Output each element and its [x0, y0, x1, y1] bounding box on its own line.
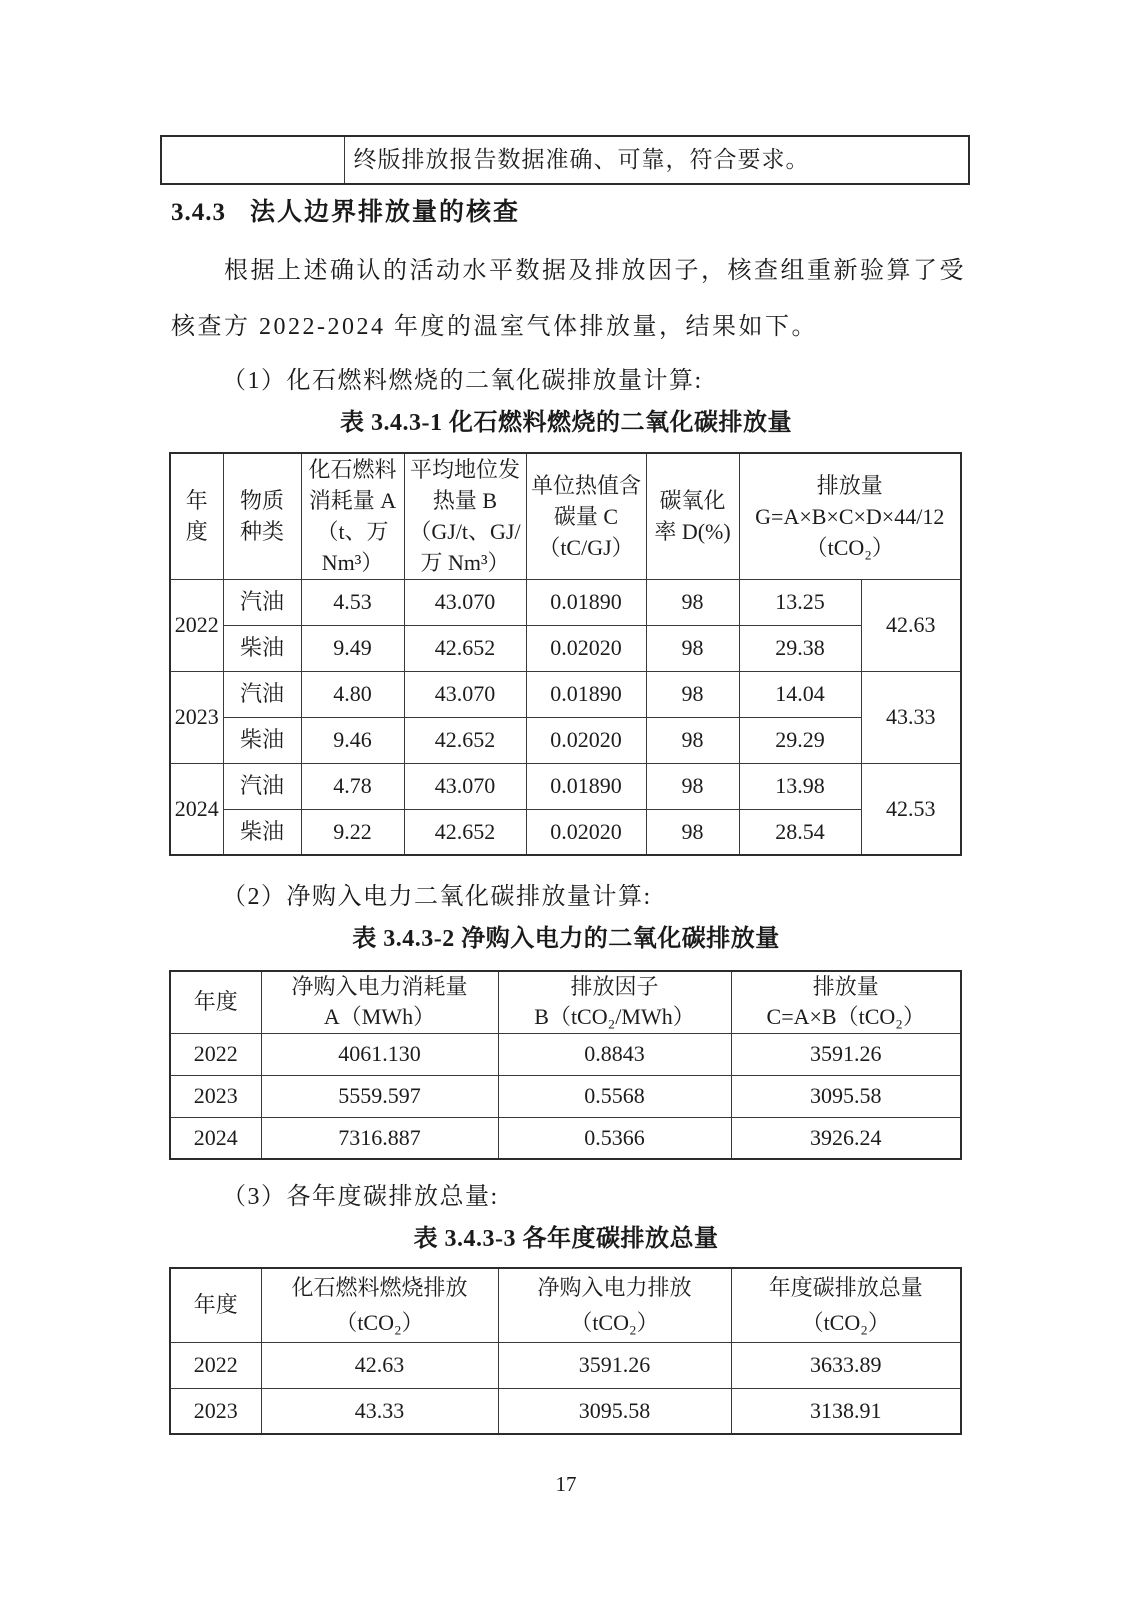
section-heading: [171, 192, 520, 228]
t1-c-cell: 0.02020: [526, 625, 646, 671]
table-row: [170, 1117, 961, 1159]
list-item-1: （1）化石燃料燃烧的二氧化碳排放量计算:: [222, 368, 703, 394]
t3-fossil-cell: 43.33: [261, 1388, 498, 1434]
t3-power-cell: 3095.58: [498, 1388, 731, 1434]
t3-header-fossil-line1: 化石燃料燃烧排放: [291, 1275, 468, 1301]
t3-header-total-line1: 年度碳排放总量: [768, 1275, 923, 1301]
t1-year-cell: 2022: [170, 579, 223, 671]
t2-c-cell: 3095.58: [731, 1075, 961, 1117]
page-number: 17: [555, 1472, 577, 1496]
t3-header-power: [498, 1268, 731, 1342]
t1-c-cell: 0.01890: [526, 671, 646, 717]
t2-year-cell: 2024: [170, 1117, 261, 1159]
t1-c-cell: 0.02020: [526, 809, 646, 855]
fragment-note-cell: 终版排放报告数据准确、可靠，符合要求。: [344, 136, 969, 184]
paragraph-line-1: 根据上述确认的活动水平数据及排放因子，核查组重新验算了受: [224, 258, 966, 284]
fragment-empty-cell: [161, 136, 344, 184]
table3-title: 表 3.4.3-3 各年度碳排放总量: [413, 1226, 719, 1252]
t2-b-cell: 0.5366: [498, 1117, 731, 1159]
table-row: [170, 1388, 961, 1434]
t1-g-cell: 13.98: [739, 763, 861, 809]
t1-a-cell: 4.53: [301, 579, 404, 625]
table-purchased-electricity-emissions: [169, 970, 962, 1160]
t1-d-cell: 98: [646, 579, 739, 625]
t1-d-cell: 98: [646, 625, 739, 671]
t1-total-cell: 43.33: [861, 671, 961, 763]
t1-b-cell: 42.652: [404, 809, 526, 855]
t2-header-consumption: [261, 971, 498, 1033]
t3-total-cell: 3633.89: [731, 1342, 961, 1388]
t1-header-heat-value: 平均地位发热量 B（GJ/t、GJ/万 Nm³）: [404, 453, 526, 579]
table-annual-total-emissions: [169, 1267, 962, 1435]
t1-a-cell: 4.78: [301, 763, 404, 809]
t1-a-cell: 9.49: [301, 625, 404, 671]
t2-c-cell: 3926.24: [731, 1117, 961, 1159]
t2-header-factor-line1: 排放因子: [570, 974, 659, 1000]
t2-a-cell: 7316.887: [261, 1117, 498, 1159]
t1-fuel-cell: 柴油: [223, 625, 301, 671]
table-row: [170, 625, 961, 671]
t3-power-cell: 3591.26: [498, 1342, 731, 1388]
t1-b-cell: 43.070: [404, 579, 526, 625]
table-row: [170, 1033, 961, 1075]
t1-b-cell: 43.070: [404, 671, 526, 717]
t2-b-cell: 0.5568: [498, 1075, 731, 1117]
t1-total-cell: 42.53: [861, 763, 961, 855]
table2-title: 表 3.4.3-2 净购入电力的二氧化碳排放量: [352, 926, 780, 952]
table-row: [170, 717, 961, 763]
t2-b-cell: 0.8843: [498, 1033, 731, 1075]
table-row: [170, 579, 961, 625]
table-row: [170, 1342, 961, 1388]
t2-a-cell: 5559.597: [261, 1075, 498, 1117]
t1-g-cell: 29.29: [739, 717, 861, 763]
t1-c-cell: 0.02020: [526, 717, 646, 763]
t3-header-fossil-line2: （tCO₂）: [335, 1310, 424, 1336]
t1-g-cell: 13.25: [739, 579, 861, 625]
t1-a-cell: 9.22: [301, 809, 404, 855]
t2-header-emission: [731, 971, 961, 1033]
t3-header-year: 年度: [170, 1268, 261, 1342]
t1-header-oxidation-rate: 碳氧化率 D(%): [646, 453, 739, 579]
t1-fuel-cell: 柴油: [223, 809, 301, 855]
table-row: [170, 809, 961, 855]
prev-page-table-fragment: [160, 135, 970, 185]
t1-header-year: 年度: [170, 453, 223, 579]
t1-a-cell: 4.80: [301, 671, 404, 717]
t1-header-consumption: 化石燃料消耗量 A（t、万 Nm³）: [301, 453, 404, 579]
t1-a-cell: 9.46: [301, 717, 404, 763]
t3-header-power-line1: 净购入电力排放: [537, 1275, 692, 1301]
t3-header-total: [731, 1268, 961, 1342]
t1-fuel-cell: 柴油: [223, 717, 301, 763]
t1-b-cell: 43.070: [404, 763, 526, 809]
t3-year-cell: 2023: [170, 1388, 261, 1434]
section-title: 法人边界排放量的核查: [250, 199, 521, 226]
section-number: 3.4.3: [171, 199, 226, 226]
t1-d-cell: 98: [646, 671, 739, 717]
t1-b-cell: 42.652: [404, 717, 526, 763]
table-row: [170, 763, 961, 809]
t3-header-total-line2: （tCO₂）: [801, 1310, 890, 1336]
t1-c-cell: 0.01890: [526, 579, 646, 625]
table-row: [170, 671, 961, 717]
t1-d-cell: 98: [646, 763, 739, 809]
t2-header-emission-line1: 排放量: [812, 974, 879, 1000]
t2-header-emission-line2: C=A×B（tCO₂）: [766, 1004, 925, 1030]
t1-header-material: 物质 种类: [223, 453, 301, 579]
table-row: [170, 1075, 961, 1117]
t2-header-year: 年度: [170, 971, 261, 1033]
table-fossil-fuel-emissions: [169, 452, 962, 856]
list-item-2: （2）净购入电力二氧化碳排放量计算:: [222, 884, 652, 910]
t3-year-cell: 2022: [170, 1342, 261, 1388]
t2-header-consumption-line2: A（MWh）: [323, 1004, 436, 1030]
table1-title: 表 3.4.3-1 化石燃料燃烧的二氧化碳排放量: [340, 410, 792, 436]
t1-g-cell: 29.38: [739, 625, 861, 671]
t3-header-fossil: [261, 1268, 498, 1342]
t2-header-consumption-line1: 净购入电力消耗量: [291, 974, 468, 1000]
t1-g-cell: 14.04: [739, 671, 861, 717]
t1-year-cell: 2023: [170, 671, 223, 763]
t1-d-cell: 98: [646, 717, 739, 763]
paragraph-line-2: 核查方 2022-2024 年度的温室气体排放量，结果如下。: [171, 314, 818, 340]
t2-year-cell: 2022: [170, 1033, 261, 1075]
t1-b-cell: 42.652: [404, 625, 526, 671]
t2-c-cell: 3591.26: [731, 1033, 961, 1075]
t1-fuel-cell: 汽油: [223, 763, 301, 809]
t2-header-factor: [498, 971, 731, 1033]
t3-header-power-line2: （tCO₂）: [570, 1310, 659, 1336]
t1-header-emission: 排放量 G=A×B×C×D×44/12（tCO₂）: [739, 453, 961, 579]
t1-fuel-cell: 汽油: [223, 579, 301, 625]
list-item-3: （3）各年度碳排放总量:: [222, 1184, 499, 1210]
t1-total-cell: 42.63: [861, 579, 961, 671]
t3-total-cell: 3138.91: [731, 1388, 961, 1434]
t1-year-cell: 2024: [170, 763, 223, 855]
t1-fuel-cell: 汽油: [223, 671, 301, 717]
t2-year-cell: 2023: [170, 1075, 261, 1117]
t2-a-cell: 4061.130: [261, 1033, 498, 1075]
t3-fossil-cell: 42.63: [261, 1342, 498, 1388]
t2-header-factor-line2: B（tCO₂/MWh）: [534, 1004, 695, 1030]
t1-d-cell: 98: [646, 809, 739, 855]
t1-g-cell: 28.54: [739, 809, 861, 855]
t1-c-cell: 0.01890: [526, 763, 646, 809]
t1-header-carbon-content: 单位热值含碳量 C（tC/GJ）: [526, 453, 646, 579]
